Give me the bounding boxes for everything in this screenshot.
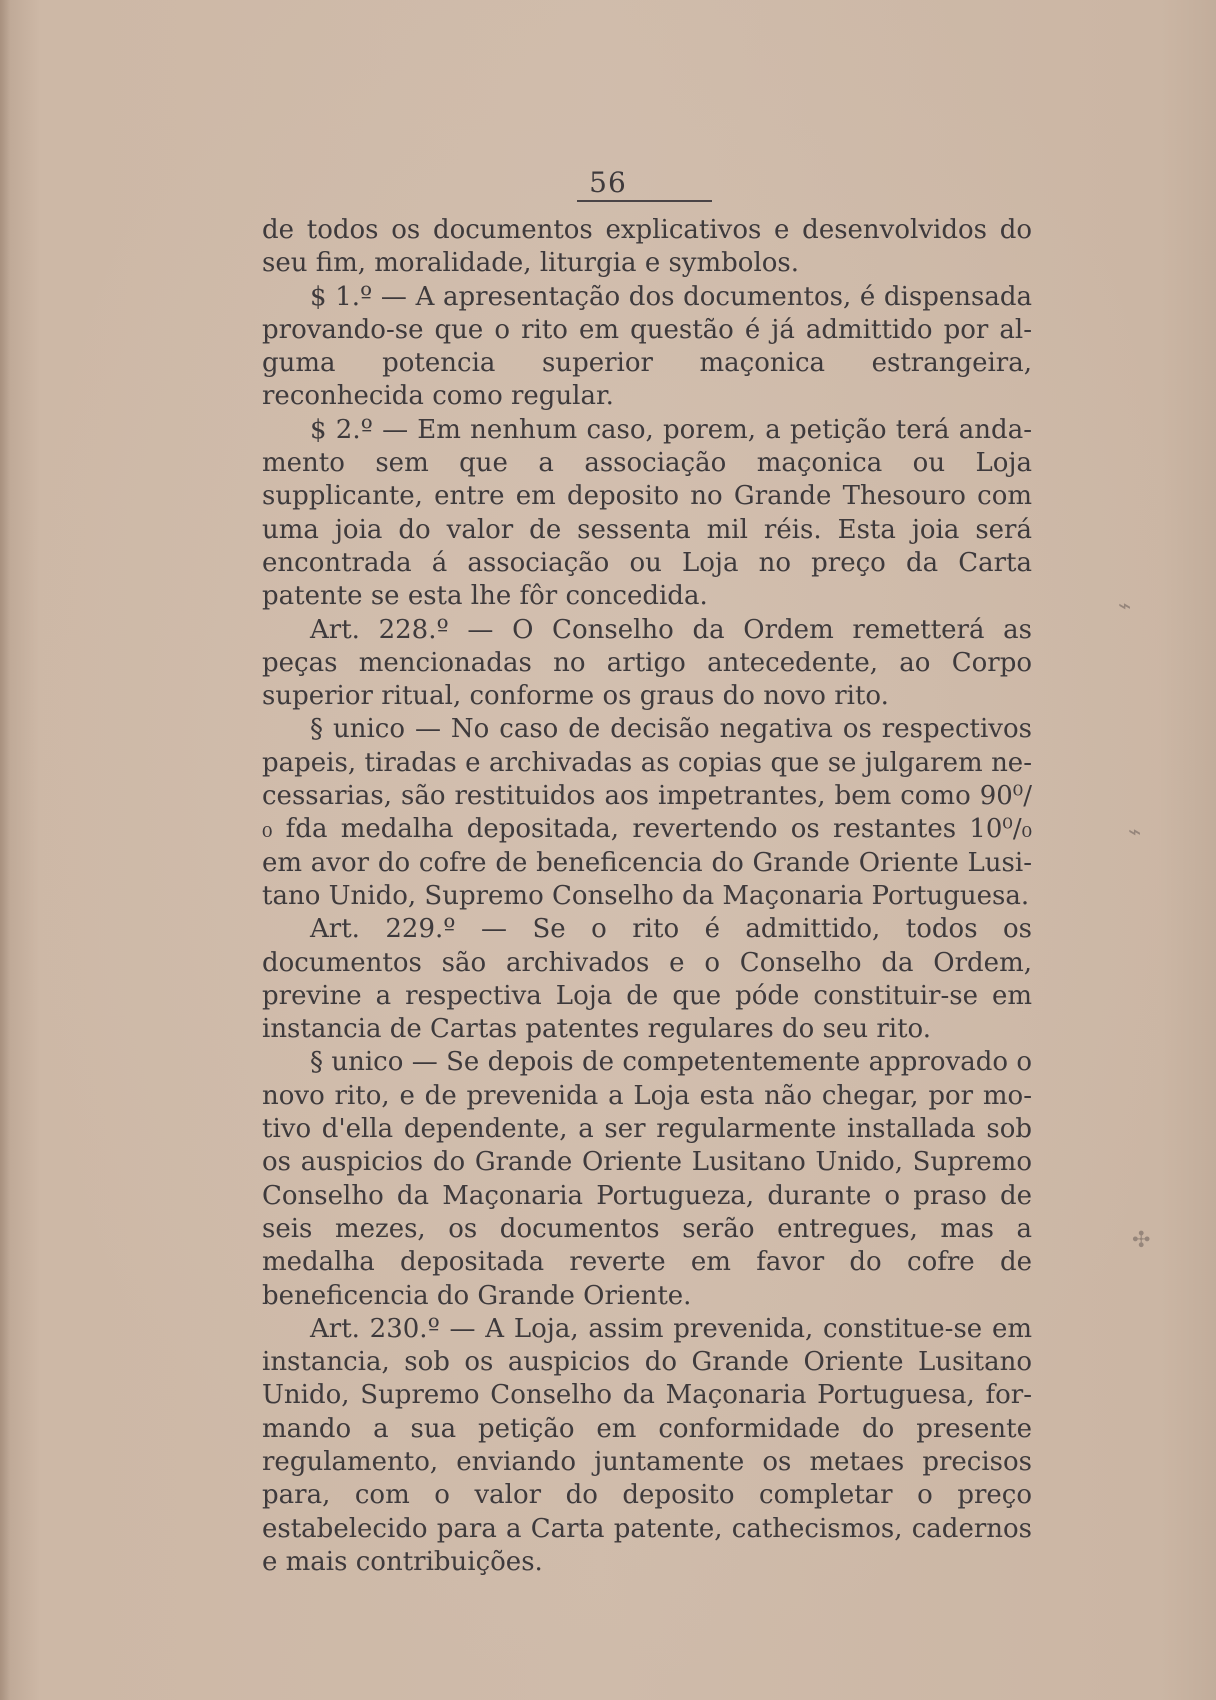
page-number: 56 <box>589 166 627 199</box>
paragraph-section-2: $ 2.º — Em nenhum caso, porem, a petição terá andamento sem que a associação maçonica ou Loja supplicante, entre em deposito no Grande Thesouro com uma joia do valor de sessenta mil réis. Esta joia será encontrada á associação ou Loja no preço da Carta patente se esta lhe fôr concedida. <box>262 414 1032 612</box>
margin-stain-mark: ⌁ <box>1118 594 1132 619</box>
body-text <box>262 214 1032 1579</box>
paragraph-article-230: Art. 230.º — A Loja, assim prevenida, constitue-se em instancia, sob os auspicios do Grande Oriente Lusitano Unido, Supremo Conselho da Maçonaria Portuguesa, formando a sua petição em conformidade do presente regulamento, enviando juntamente os metaes precisos para, com o valor do deposito completar o preço estabelecido para a Carta patente, cathecismos, cadernos e mais contribuições. <box>262 1313 1032 1577</box>
margin-stain-mark: ✣ <box>1132 1228 1151 1253</box>
paragraph-article-229: Art. 229.º — Se o rito é admittido, todos os documentos são archivados e o Conselho da Ordem, previne a respectiva Loja de que póde constituir-se em instancia de Cartas patentes regulares do seu rito. <box>262 914 1032 1045</box>
page-number-rule <box>577 200 712 202</box>
margin-stain-mark: ⌁ <box>1128 820 1142 845</box>
paragraph-section-1: $ 1.º — A apresentação dos documentos, é dispensada provando-se que o rito em questão é já admittido por alguma potencia superior maçonica estrangeira, reconhecida como regular. <box>262 281 1032 412</box>
paragraph-article-229-sole: § unico — Se depois de competentemente approvado o novo rito, e de prevenida a Loja esta não chegar, por motivo d'ella dependente, a ser regularmente installada sob os auspicios do Grande Oriente Lusitano Unido, Supremo Conselho da Maçonaria Portugueza, durante o praso de seis mezes, os documentos serão entregues, mas a medalha depositada reverte em favor do cofre de beneficencia do Grande Oriente. <box>262 1047 1032 1311</box>
paragraph-article-228: Art. 228.º — O Conselho da Ordem remetterá as peças mencionadas no artigo antecedente, ao Corpo superior ritual, conforme os graus do novo rito. <box>262 614 1032 712</box>
page-edge-shadow <box>0 0 10 1700</box>
paragraph-article-228-sole: § unico — No caso de decisão negativa os respectivos papeis, tiradas e archivadas as copias que se julgarem necessarias, são restituidos aos impetrantes, bem como 90⁰/₀ fda medalha depositada, revertendo os restantes 10⁰/₀ em avor do cofre de beneficencia do Grande Oriente Lusitano Unido, Supremo Conselho da Maçonaria Portuguesa. <box>262 714 1032 911</box>
paragraph-1: de todos os documentos explicativos e desenvolvidos do seu fim, moralidade, liturgia e symbolos. <box>262 215 1032 279</box>
